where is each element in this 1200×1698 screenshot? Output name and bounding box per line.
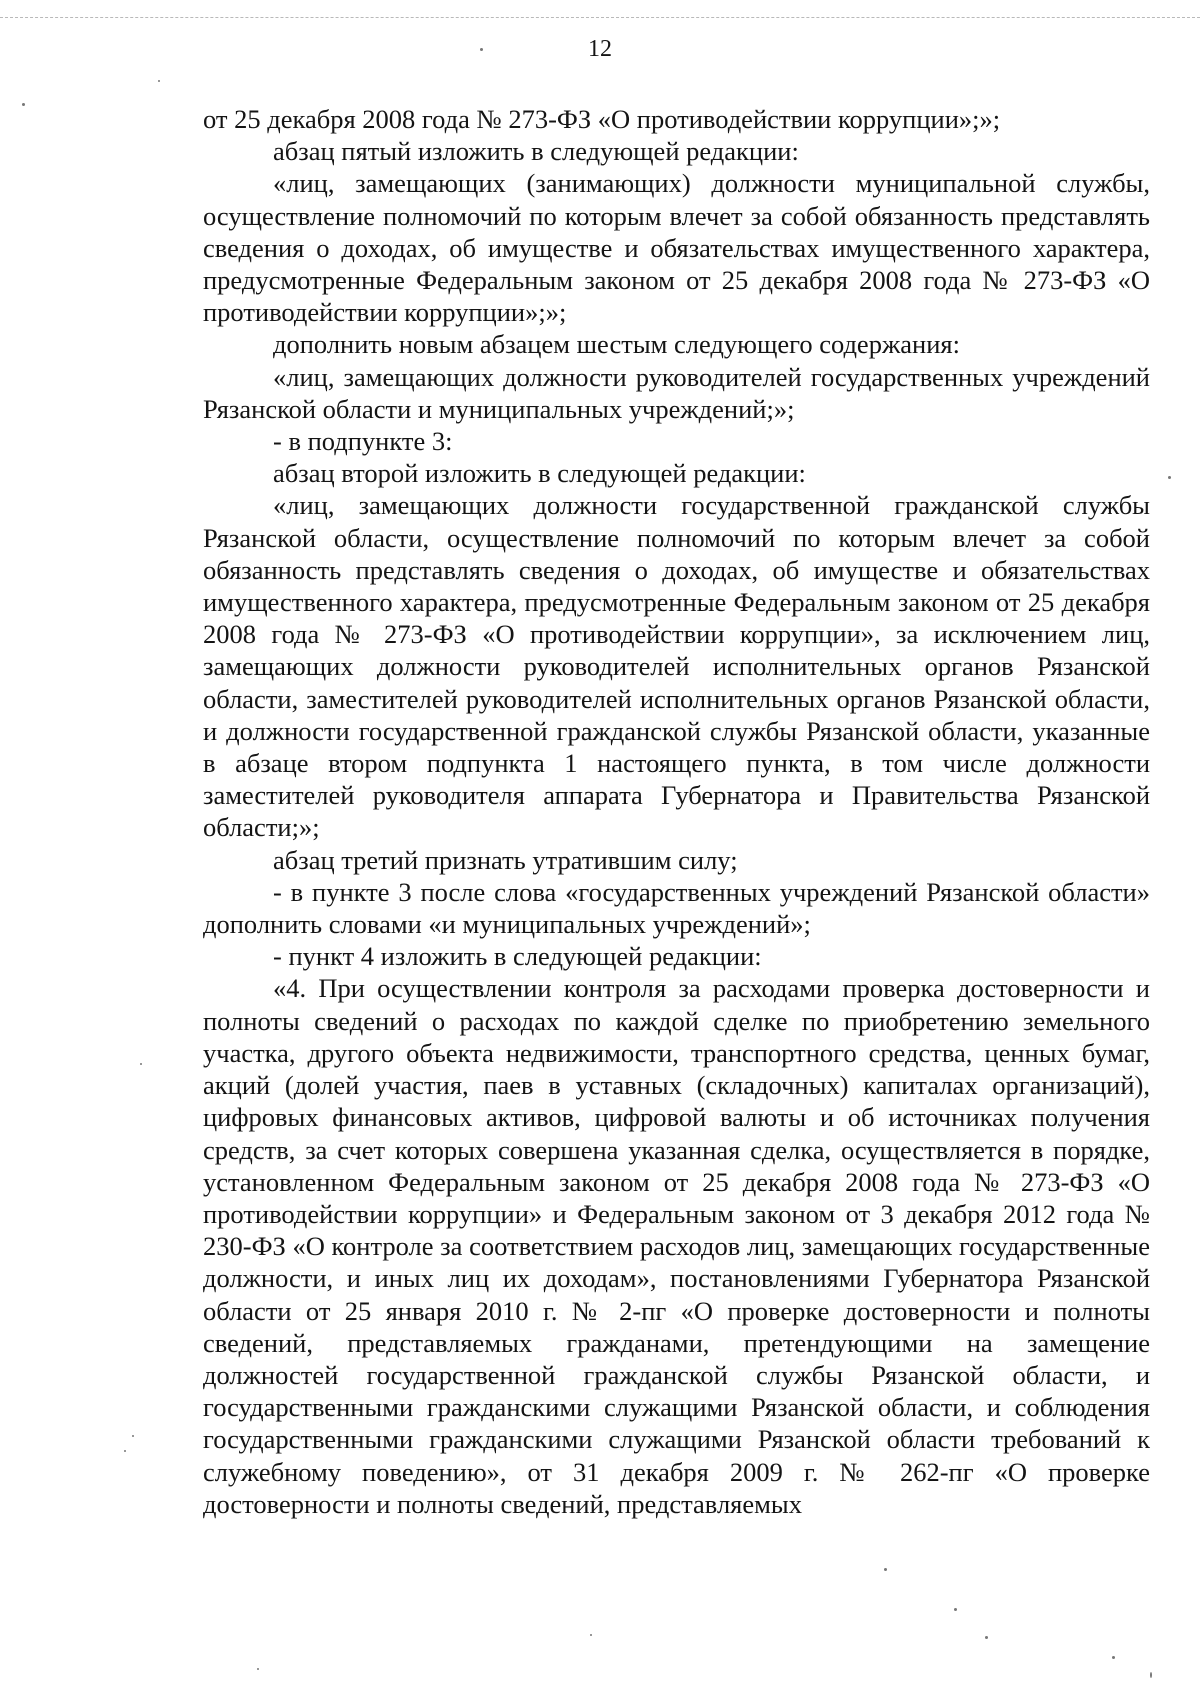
paragraph: дополнить новым абзацем шестым следующего содержания:	[273, 329, 960, 360]
paragraph: - в пункте 3 после слова «государственных учреждений Рязанской области» дополнить словами «и муниципальных учреждений»;	[203, 876, 1150, 940]
paragraph: - в подпункте 3:	[273, 426, 453, 457]
paragraph: - пункт 4 изложить в следующей редакции:	[273, 941, 762, 972]
scan-speck	[1168, 476, 1171, 479]
page-number: 12	[588, 36, 612, 62]
scan-speck	[1112, 1656, 1115, 1659]
scan-edge-line	[0, 17, 1200, 18]
scan-speck	[954, 1608, 957, 1611]
scan-speck	[132, 1435, 134, 1437]
scan-speck	[158, 80, 160, 82]
paragraph: «4. При осуществлении контроля за расходами проверка достоверности и полноты сведений о расходах по каждой сделке по приобретению земельного участка, другого объекта недвижимости, транспортного средства, ценных бумаг, акций (долей участия, паев в уставных (складочных) капиталах организаций), цифровых финансовых активов, цифровой валюты и об источниках получения средств, за счет которых совершена указанная сделка, осуществляется в порядке, установленном Федеральным законом от 25 декабря 2008 года № 273-ФЗ «О противодействии коррупции» и Федеральным законом от 3 декабря 2012 года № 230-ФЗ «О контроле за соответствием расходов лиц, замещающих государственные должности, и иных лиц их доходам», постановлениями Губернатора Рязанской области от 25 января 2010 г. № 2-пг «О проверке достоверности и полноты сведений, представляемых гражданами, претендующими на замещение должностей государственной гражданской службы Рязанской области, и государственными гражданскими служащими Рязанской области, и соблюдения государственными гражданскими служащими Рязанской области требований к служебному поведению», от 31 декабря 2009 г. № 262-пг «О проверке достоверности и полноты сведений, представляемых	[203, 973, 1150, 1519]
document-body	[203, 103, 1150, 1520]
scan-speck	[884, 1568, 887, 1571]
scan-speck	[124, 1450, 126, 1452]
paragraph: «лиц, замещающих должности государственной гражданской службы Рязанской области, осуществление полномочий по которым влечет за собой обязанность представлять сведения о доходах, об имуществе и обязательствах имущественного характера, предусмотренные Федеральным законом от 25 декабря 2008 года № 273-ФЗ «О противодействии коррупции», за исключением лиц, замещающих должности руководителей исполнительных органов Рязанской области, заместителей руководителей исполнительных органов Рязанской области, и должности государственной гражданской службы Рязанской области, указанные в абзаце втором подпункта 1 настоящего пункта, в том числе должности заместителей руководителя аппарата Губернатора и Правительства Рязанской области;»;	[203, 490, 1150, 843]
scan-speck	[257, 1668, 259, 1670]
scan-speck	[480, 48, 483, 51]
paragraph: абзац второй изложить в следующей редакции:	[273, 458, 806, 489]
paragraph: абзац третий признать утратившим силу;	[273, 844, 738, 875]
paragraph: от 25 декабря 2008 года № 273-ФЗ «О противодействии коррупции»;»;	[203, 104, 1001, 134]
scan-speck	[1150, 1672, 1152, 1678]
paragraph: «лиц, замещающих (занимающих) должности муниципальной службы, осуществление полномочий по которым влечет за собой обязанность представлять сведения о доходах, об имуществе и обязательствах имущественного характера, предусмотренные Федеральным законом от 25 декабря 2008 года № 273-ФЗ «О противодействии коррупции»;»;	[203, 168, 1150, 328]
scan-speck	[590, 1634, 592, 1636]
scan-speck	[985, 1636, 988, 1639]
scan-speck	[140, 1063, 142, 1065]
scan-speck	[22, 103, 25, 106]
paragraph: абзац пятый изложить в следующей редакции:	[273, 136, 799, 167]
paragraph: «лиц, замещающих должности руководителей государственных учреждений Рязанской области и муниципальных учреждений;»;	[203, 361, 1150, 424]
